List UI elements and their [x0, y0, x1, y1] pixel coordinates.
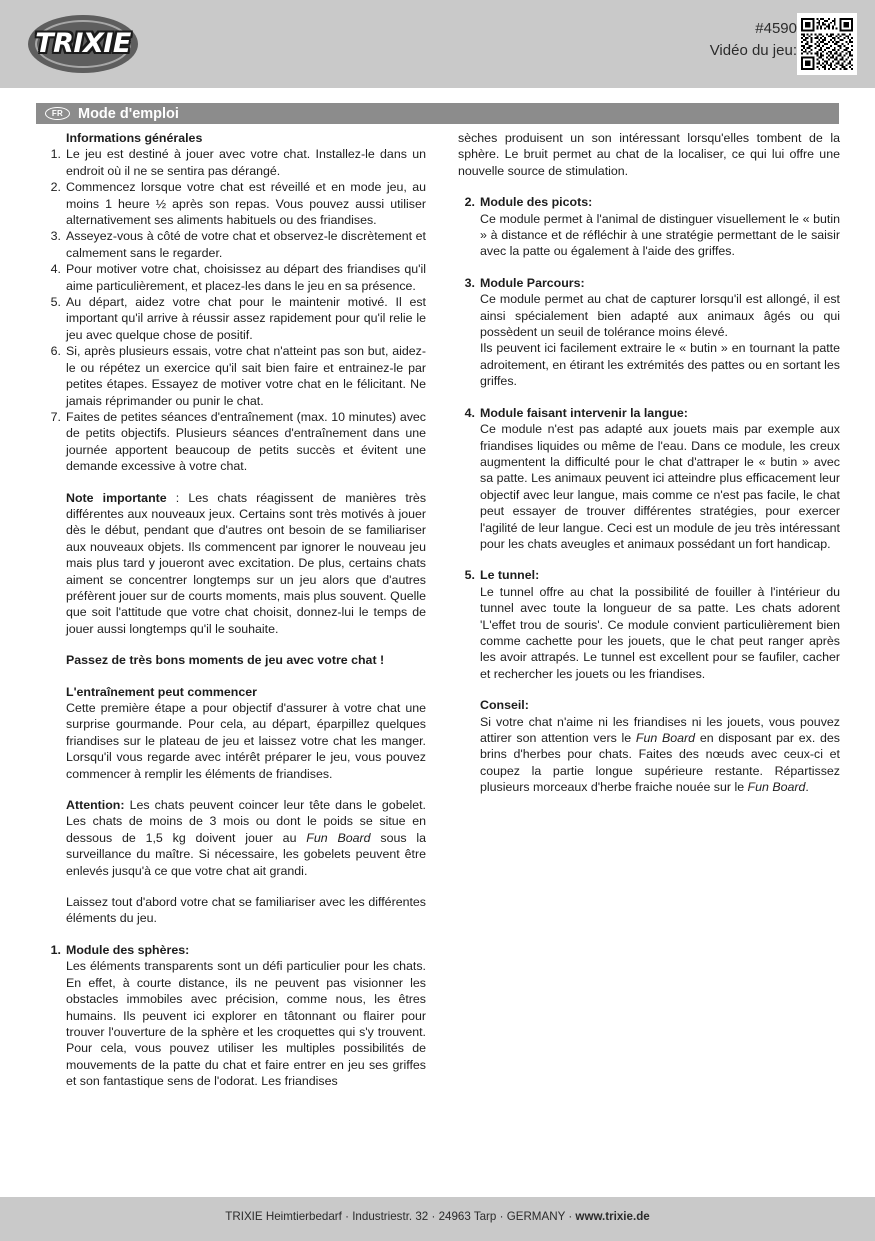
list-item [44, 294, 426, 343]
spacer [458, 390, 840, 405]
tip-text-part1: Si votre chat n'aime ni les friandises ni les jouets, vous pouvez attirer son attention vers le [480, 714, 840, 745]
list-item-number: 6. [50, 344, 61, 359]
enjoy-line-text: Passez de très bons moments de jeu avec votre chat ! [66, 653, 385, 668]
footer-contact-line [0, 1210, 875, 1223]
footer-city: 24963 Tarp [438, 1210, 497, 1223]
article-number: #4590 [755, 20, 797, 37]
footer-company: TRIXIE Heimtierbedarf [225, 1210, 342, 1223]
list-item [44, 146, 426, 179]
spacer [44, 782, 426, 797]
important-note-paragraph [66, 490, 426, 638]
list-item-number: 2. [50, 180, 61, 195]
module-3-number: 3. [464, 275, 475, 290]
spacer [458, 552, 840, 567]
module-1-heading: Module des sphères: [66, 942, 190, 957]
enjoy-line [66, 652, 426, 668]
module-1-sphere [44, 942, 426, 958]
list-item [44, 228, 426, 261]
footer-sep-3: · [496, 1210, 507, 1223]
module-1-body [66, 942, 426, 958]
training-heading-text: L'entraînement peut commencer [66, 684, 257, 699]
module-2-heading: Module des picots: [480, 195, 593, 210]
spacer [44, 879, 426, 894]
list-item-text: Si, après plusieurs essais, votre chat n'atteint pas son but, aidez-le ou répétez un exercice qu'il sait bien faire et entrainez-le par petites étapes. Essayez de motiver votre chat en le félicitant. Ne jamais réprimander ou punir le chat. [66, 344, 426, 408]
module-4-langue [458, 405, 840, 421]
attention-paragraph [66, 797, 426, 879]
module-5-tunnel [458, 567, 840, 583]
section-title: Mode d'emploi [78, 106, 179, 122]
module-4-body [480, 405, 840, 421]
tip-text-part2: en disposant par ex. des brins d'herbes pour chats. Faites des nœuds avec ceux-ci et coupez la partie longue supérieure restante. Répartissez plusieurs morceaux d'herbe fraiche nouée sur le [480, 731, 840, 795]
qr-code[interactable] [797, 13, 857, 75]
module-3-heading: Module Parcours: [480, 275, 585, 290]
module-5-text: Le tunnel offre au chat la possibilité de fouiller à l'intérieur du tunnel avec toute la longueur de sa patte. Les chats adorent 'L'effet trou de souris'. Ce module convient particulièrement bien comme cachette pour les jouets, que le chat peut ranger après les avoir attrapés. Le tunnel est excellent pour se faufiler, cacher et rechercher les jouets ou les friandises. [480, 584, 840, 681]
attention-product-name: Fun Board [306, 830, 371, 845]
module-4-heading: Module faisant intervenir la langue: [480, 405, 688, 420]
trixie-logo [28, 15, 138, 73]
module-4-number: 4. [464, 405, 475, 420]
attention-text-part1: Les chats peuvent coincer leur tête dans le gobelet. Les chats de moins de 3 mois ou dont le poids se situe en dessous de 1,5 kg doivent jouer au [66, 798, 426, 845]
module-2-body [480, 194, 840, 210]
video-label: Vidéo du jeu: [709, 42, 797, 59]
spacer [44, 927, 426, 942]
familiarize-text: Laissez tout d'abord votre chat se familiariser avec les différentes éléments du jeu. [66, 895, 426, 926]
attention-text-part2: sous la surveillance du maître. Si nécessaire, les gobelets peuvent être enlevés jusqu'à ce que votre chat ait grandi. [66, 830, 427, 878]
list-item-text: Pour motiver votre chat, choisissez au départ des friandises qu'il aime particulièrement, et placez-les dans le jeu en sa présence. [66, 262, 426, 293]
spacer [458, 682, 840, 697]
module-1-number: 1. [50, 942, 61, 957]
tip-text-part3: . [805, 780, 809, 795]
spacer [458, 260, 840, 275]
page-header [0, 0, 875, 88]
general-info-list [44, 146, 426, 474]
footer-sep-2: · [428, 1210, 439, 1223]
module-1-text: Les éléments transparents sont un défi particulier pour les chats. En effet, à courte distance, ils ne peuvent pas visionner les obstacles immobiles avec précision, comme nous, les êtres humains. Ils peuvent ici explorer en tâtonnant ou flairer pour trouver l'ouverture de la sphère et les croquettes qui s'y trouvent. Pour cela, vous pouvez utiliser les multiples possibilités de mouvements de la patte du chat et faire entrer en jeu ses griffes et son fantastique sens de l'odorat. Les friandises [66, 959, 426, 1089]
document-body [0, 130, 875, 1190]
important-note-separator: : [166, 490, 189, 505]
footer-sep-1: · [341, 1210, 353, 1223]
left-column [44, 130, 426, 1090]
instructions-section-bar [36, 103, 839, 124]
footer-country: GERMANY [506, 1210, 566, 1223]
tip-product-name-1: Fun Board [635, 731, 696, 745]
module-5-body [480, 567, 840, 583]
module-3-parcours [458, 275, 840, 291]
tip-product-name-2: Fun Board [747, 780, 806, 795]
spacer [44, 637, 426, 652]
tip-text [480, 714, 840, 796]
list-item [44, 261, 426, 294]
module-3-text-paragraph-1: Ce module permet au chat de capturer lorsqu'il est allongé, il est ainsi spécialement bien adapté aux animaux âgés ou qui possèdent un seuil de tolérance moins élevé. [480, 292, 840, 340]
module-3-body [480, 275, 840, 291]
important-note-text: Les chats réagissent de manières très différentes aux nouveaux jeux. Certains sont très motivés à jouer dès le début, pendant que d'autres ont besoin de se familiariser aux nouveaux objets. Ils commencent par ignorer le nouveau jeu mais plus tard y joueront avec excitation. De plus, certains chats aiment se concentrer longtemps sur un jeu alors que d'autres préfèrent jouer sur de courts moments, mais plus souvent. Quelle que soit l'attitude que votre chat choisit, donnez-lui le temps de jouer aussi longtemps qu'il le souhaite. [66, 490, 427, 636]
module-3-text-paragraph-2: Ils peuvent ici facilement extraire le « butin » en tournant la patte adroitement, en étirant les extrémités des pattes ou en sortant les griffes. [480, 341, 840, 389]
list-item-number: 3. [50, 229, 61, 244]
module-2-picots [458, 194, 840, 210]
important-note-label: Note importante [66, 490, 167, 505]
spacer [458, 179, 840, 194]
list-item-text: Commencez lorsque votre chat est réveillé et en mode jeu, au moins 1 heure ½ après son repas. Vous pouvez aussi utiliser alternativement ses aliments habituels ou des friandises. [66, 180, 426, 228]
footer-address: Industriestr. 32 [352, 1210, 429, 1223]
module-2-number: 2. [464, 195, 475, 210]
header-meta [487, 18, 797, 62]
right-column [458, 130, 840, 796]
training-text: Cette première étape a pour objectif d'assurer à votre chat une surprise gourmande. Pour cela, au départ, éparpillez quelques friandises sur le plateau de jeu et laissez votre chat les manger. Lorsqu'il vous regarde avec intérêt préparer le jeu, vous pouvez commencer à remplir les éléments de friandises. [66, 701, 426, 781]
qr-code-icon [799, 15, 855, 73]
list-item-text: Au départ, aidez votre chat pour le maintenir motivé. Il est important qu'il arrive à réussir assez rapidement pour qu'il relie le jeu avec quelque chose de positif. [66, 295, 426, 342]
list-item [44, 409, 426, 475]
spacer [44, 475, 426, 490]
list-item-number: 1. [50, 147, 61, 162]
list-item-number: 5. [50, 295, 61, 310]
logo-wordmark: TRIXIE [35, 28, 131, 59]
page-footer [0, 1197, 875, 1241]
spacer [44, 669, 426, 684]
module-1-continuation-text: sèches produisent un son intéressant lorsqu'elles tombent de la sphère. Le bruit permet au chat de la localiser, ce qui lui offre une nouvelle source de stimulation. [458, 131, 840, 178]
footer-sep-4: · [565, 1210, 576, 1223]
list-item-text: Le jeu est destiné à jouer avec votre chat. Installez-le dans un endroit où il ne se sentira pas dérangé. [66, 147, 426, 178]
tip-heading-text: Conseil: [480, 698, 529, 713]
list-item-number: 4. [50, 262, 61, 277]
list-item-number: 7. [50, 409, 61, 424]
list-item-text: Asseyez-vous à côté de votre chat et observez-le discrètement et calmement sans le regarder. [66, 229, 426, 260]
training-heading [66, 684, 426, 700]
list-item-text: Faites de petites séances d'entraînement (max. 10 minutes) avec de petits objectifs. Plusieurs séances d'entraînement dans une journée apportent beaucoup de petits succès et évitent une demande excessive à votre chat. [66, 409, 426, 474]
list-item [44, 343, 426, 409]
attention-label: Attention: [66, 798, 125, 813]
module-2-text: Ce module permet à l'animal de distinguer visuellement le « butin » à distance et de réfléchir à une stratégie permettant de le saisir avec la patte ou également à l'aide des griffes. [480, 211, 840, 259]
module-5-number: 5. [464, 568, 475, 583]
general-info-heading: Informations générales [66, 131, 203, 145]
list-item [44, 179, 426, 228]
footer-website[interactable]: www.trixie.de [575, 1210, 650, 1223]
tip-heading [480, 697, 840, 713]
module-5-heading: Le tunnel: [480, 568, 540, 583]
module-4-text: Ce module n'est pas adapté aux jouets mais par exemple aux friandises liquides ou même de l'eau. Dans ce module, les creux augmentent la difficulté pour le chat d'attraper le « butin » avec sa patte. Les animaux peuvent ici atteindre plus efficacement leur objectif avec leur langue, mais comme ce n'est pas facile, le chat peut essayer de trouver différentes stratégies, pour exercer l'agilité de leur langue. Ceci est un module de jeu très intéressant pour les chats aveugles et animaux possédant un fort handicap. [480, 422, 840, 551]
language-badge-fr: FR [45, 107, 70, 120]
